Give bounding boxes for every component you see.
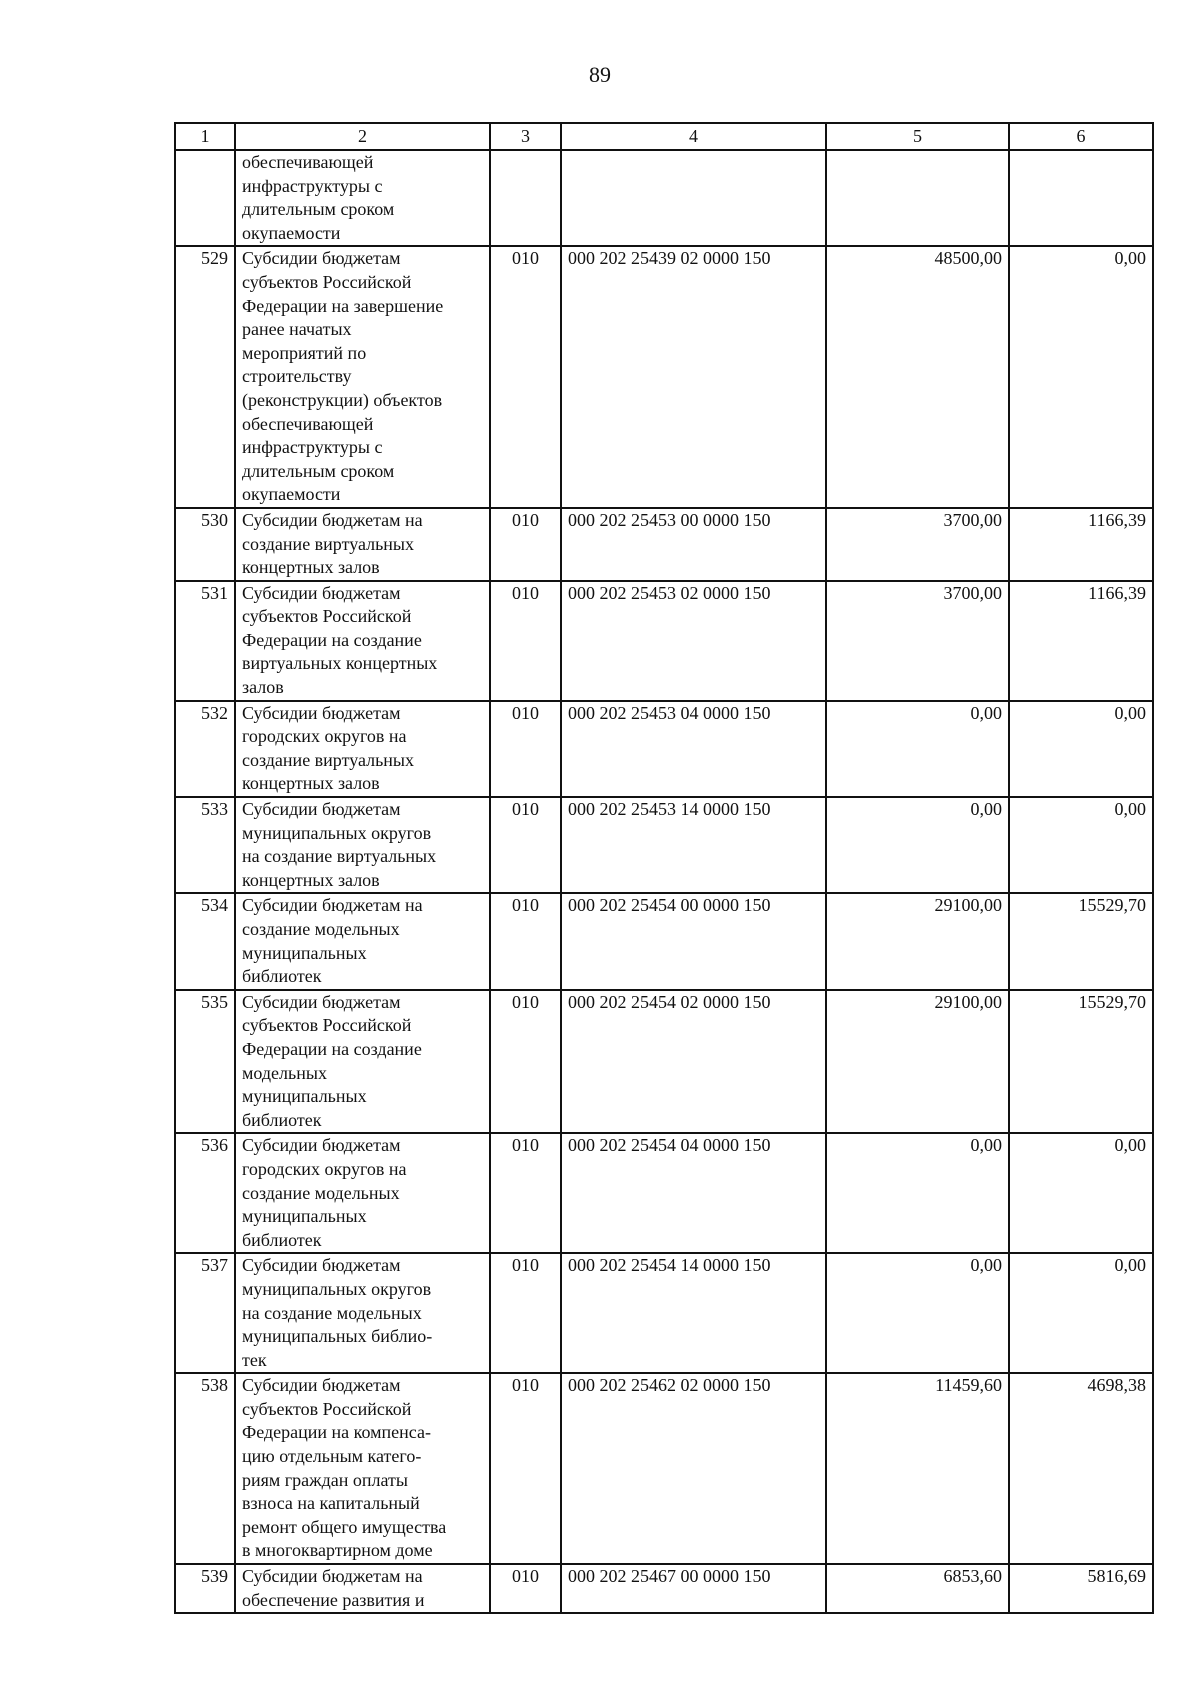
row-name-line: Субсидии бюджетам xyxy=(242,799,401,820)
row-budget-code: 000 202 25453 04 0000 150 xyxy=(561,701,826,797)
header-col-3: 3 xyxy=(490,123,561,150)
row-number: 535 xyxy=(175,990,235,1134)
row-actual-amount xyxy=(1009,150,1153,246)
row-name-line: виртуальных концертных xyxy=(242,653,438,674)
row-name-line: на создание виртуальных xyxy=(242,846,437,867)
header-col-4: 4 xyxy=(561,123,826,150)
row-name xyxy=(235,893,490,989)
row-name-line: обеспечивающей xyxy=(242,413,374,434)
row-chapter-code: 010 xyxy=(490,1373,561,1564)
row-budget-code: 000 202 25439 02 0000 150 xyxy=(561,246,826,508)
table-row xyxy=(175,581,1153,701)
row-name-line: муниципальных библио- xyxy=(242,1326,433,1347)
table-row xyxy=(175,701,1153,797)
row-name-line: Субсидии бюджетам xyxy=(242,1135,401,1156)
row-actual-amount: 0,00 xyxy=(1009,701,1153,797)
table-row xyxy=(175,893,1153,989)
row-name-line: создание модельных xyxy=(242,1182,400,1203)
row-name xyxy=(235,1253,490,1373)
table-body xyxy=(175,150,1153,1613)
table-row xyxy=(175,1253,1153,1373)
row-number: 531 xyxy=(175,581,235,701)
row-name-line: Субсидии бюджетам xyxy=(242,1375,401,1396)
row-actual-amount: 1166,39 xyxy=(1009,581,1153,701)
row-plan-amount xyxy=(826,150,1009,246)
row-actual-amount: 0,00 xyxy=(1009,1133,1153,1253)
table-row xyxy=(175,797,1153,893)
row-plan-amount: 29100,00 xyxy=(826,893,1009,989)
row-chapter-code: 010 xyxy=(490,701,561,797)
row-plan-amount: 48500,00 xyxy=(826,246,1009,508)
row-name-line: в многоквартирном доме xyxy=(242,1540,433,1561)
header-col-2: 2 xyxy=(235,123,490,150)
row-name xyxy=(235,1373,490,1564)
row-name xyxy=(235,990,490,1134)
row-chapter-code: 010 xyxy=(490,1253,561,1373)
row-chapter-code: 010 xyxy=(490,246,561,508)
row-name-line: Субсидии бюджетам xyxy=(242,582,401,603)
row-number: 537 xyxy=(175,1253,235,1373)
row-plan-amount: 0,00 xyxy=(826,1253,1009,1373)
row-name xyxy=(235,581,490,701)
row-actual-amount: 1166,39 xyxy=(1009,508,1153,581)
row-name-line: тек xyxy=(242,1349,267,1370)
row-number: 530 xyxy=(175,508,235,581)
row-budget-code: 000 202 25453 02 0000 150 xyxy=(561,581,826,701)
row-name-line: муниципальных xyxy=(242,1206,367,1227)
row-name xyxy=(235,246,490,508)
row-name-line: модельных xyxy=(242,1062,327,1083)
row-plan-amount: 3700,00 xyxy=(826,508,1009,581)
row-name-line: длительным сроком xyxy=(242,199,395,220)
table-row xyxy=(175,150,1153,246)
table-row xyxy=(175,1373,1153,1564)
row-name-line: концертных залов xyxy=(242,557,380,578)
row-number: 538 xyxy=(175,1373,235,1564)
row-actual-amount: 4698,38 xyxy=(1009,1373,1153,1564)
header-col-5: 5 xyxy=(826,123,1009,150)
row-name-line: взноса на капитальный xyxy=(242,1493,420,1514)
row-name-line: залов xyxy=(242,677,284,698)
row-chapter-code: 010 xyxy=(490,581,561,701)
row-name-line: Федерации на завершение xyxy=(242,295,444,316)
row-name-line: обеспечивающей xyxy=(242,152,374,172)
row-plan-amount: 0,00 xyxy=(826,701,1009,797)
row-name-line: Субсидии бюджетам на xyxy=(242,1566,423,1587)
row-chapter-code: 010 xyxy=(490,1133,561,1253)
row-number: 533 xyxy=(175,797,235,893)
row-actual-amount: 5816,69 xyxy=(1009,1564,1153,1613)
row-name-line: Федерации на создание xyxy=(242,1038,422,1059)
row-name-line: субъектов Российской xyxy=(242,1015,412,1036)
row-name-line: инфраструктуры с xyxy=(242,175,383,196)
row-budget-code: 000 202 25454 02 0000 150 xyxy=(561,990,826,1134)
row-name-line: концертных залов xyxy=(242,869,380,890)
row-name xyxy=(235,150,490,246)
row-name-line: муниципальных xyxy=(242,942,367,963)
row-budget-code xyxy=(561,150,826,246)
row-actual-amount: 15529,70 xyxy=(1009,990,1153,1134)
row-name-line: Федерации на компенса- xyxy=(242,1422,431,1443)
row-name-line: городских округов на xyxy=(242,726,407,747)
row-name-line: Субсидии бюджетам xyxy=(242,248,401,269)
row-number: 536 xyxy=(175,1133,235,1253)
row-budget-code: 000 202 25454 00 0000 150 xyxy=(561,893,826,989)
row-plan-amount: 11459,60 xyxy=(826,1373,1009,1564)
row-name-line: Федерации на создание xyxy=(242,629,422,650)
row-name-line: Субсидии бюджетам на xyxy=(242,509,423,530)
row-budget-code: 000 202 25467 00 0000 150 xyxy=(561,1564,826,1613)
row-budget-code: 000 202 25462 02 0000 150 xyxy=(561,1373,826,1564)
row-name-line: обеспечение развития и xyxy=(242,1589,425,1610)
row-name-line: библиотек xyxy=(242,1229,322,1250)
row-name-line: создание модельных xyxy=(242,919,400,939)
row-actual-amount: 0,00 xyxy=(1009,1253,1153,1373)
row-plan-amount: 3700,00 xyxy=(826,581,1009,701)
row-name-line: Субсидии бюджетам xyxy=(242,991,401,1012)
row-number xyxy=(175,150,235,246)
row-name xyxy=(235,1133,490,1253)
row-name xyxy=(235,701,490,797)
row-number: 539 xyxy=(175,1564,235,1613)
row-plan-amount: 0,00 xyxy=(826,797,1009,893)
row-plan-amount: 0,00 xyxy=(826,1133,1009,1253)
row-name-line: субъектов Российской xyxy=(242,271,412,292)
row-chapter-code: 010 xyxy=(490,893,561,989)
row-name-line: ремонт общего имущества xyxy=(242,1516,447,1537)
row-actual-amount: 0,00 xyxy=(1009,797,1153,893)
row-name-line: на создание модельных xyxy=(242,1302,422,1323)
row-name-line: муниципальных округов xyxy=(242,1278,432,1299)
row-name xyxy=(235,797,490,893)
row-name-line: городских округов на xyxy=(242,1158,407,1179)
row-name-line: (реконструкции) объектов xyxy=(242,389,443,410)
row-name-line: цию отдельным катего- xyxy=(242,1446,422,1467)
row-actual-amount: 0,00 xyxy=(1009,246,1153,508)
row-chapter-code xyxy=(490,150,561,246)
row-name-line: концертных залов xyxy=(242,773,380,794)
row-name xyxy=(235,1564,490,1613)
row-actual-amount: 15529,70 xyxy=(1009,893,1153,989)
row-chapter-code: 010 xyxy=(490,990,561,1134)
row-number: 529 xyxy=(175,246,235,508)
row-budget-code: 000 202 25453 00 0000 150 xyxy=(561,508,826,581)
row-name-line: муниципальных округов xyxy=(242,822,432,843)
row-name-line: ранее начатых xyxy=(242,319,352,340)
row-name-line: субъектов Российской xyxy=(242,1398,412,1419)
row-budget-code: 000 202 25454 14 0000 150 xyxy=(561,1253,826,1373)
table-row xyxy=(175,1133,1153,1253)
row-number: 534 xyxy=(175,893,235,989)
row-name-line: создание виртуальных xyxy=(242,749,415,770)
row-name-line: создание виртуальных xyxy=(242,533,415,554)
header-col-6: 6 xyxy=(1009,123,1153,150)
budget-table xyxy=(174,122,1154,1614)
row-plan-amount: 29100,00 xyxy=(826,990,1009,1134)
page-number: 89 xyxy=(589,62,611,87)
header-row xyxy=(175,123,1153,150)
row-name xyxy=(235,508,490,581)
row-budget-code: 000 202 25453 14 0000 150 xyxy=(561,797,826,893)
table-row xyxy=(175,508,1153,581)
row-name-line: инфраструктуры с xyxy=(242,437,383,458)
row-chapter-code: 010 xyxy=(490,1564,561,1613)
row-name-line: муниципальных xyxy=(242,1086,367,1107)
row-name-line: мероприятий по xyxy=(242,342,367,363)
row-plan-amount: 6853,60 xyxy=(826,1564,1009,1613)
row-budget-code: 000 202 25454 04 0000 150 xyxy=(561,1133,826,1253)
header-col-1: 1 xyxy=(175,123,235,150)
table-row xyxy=(175,1564,1153,1613)
row-chapter-code: 010 xyxy=(490,508,561,581)
row-name-line: окупаемости xyxy=(242,484,341,505)
row-name-line: строительству xyxy=(242,366,352,387)
row-name-line: длительным сроком xyxy=(242,460,395,481)
row-name-line: Субсидии бюджетам на xyxy=(242,895,423,916)
row-name-line: библиотек xyxy=(242,1109,322,1130)
row-chapter-code: 010 xyxy=(490,797,561,893)
row-name-line: субъектов Российской xyxy=(242,606,412,627)
row-name-line: Субсидии бюджетам xyxy=(242,702,401,723)
row-number: 532 xyxy=(175,701,235,797)
row-name-line: Субсидии бюджетам xyxy=(242,1255,401,1276)
table-row xyxy=(175,990,1153,1134)
row-name-line: библиотек xyxy=(242,966,322,987)
row-name-line: окупаемости xyxy=(242,222,341,243)
row-name-line: риям граждан оплаты xyxy=(242,1469,408,1490)
table-row xyxy=(175,246,1153,508)
